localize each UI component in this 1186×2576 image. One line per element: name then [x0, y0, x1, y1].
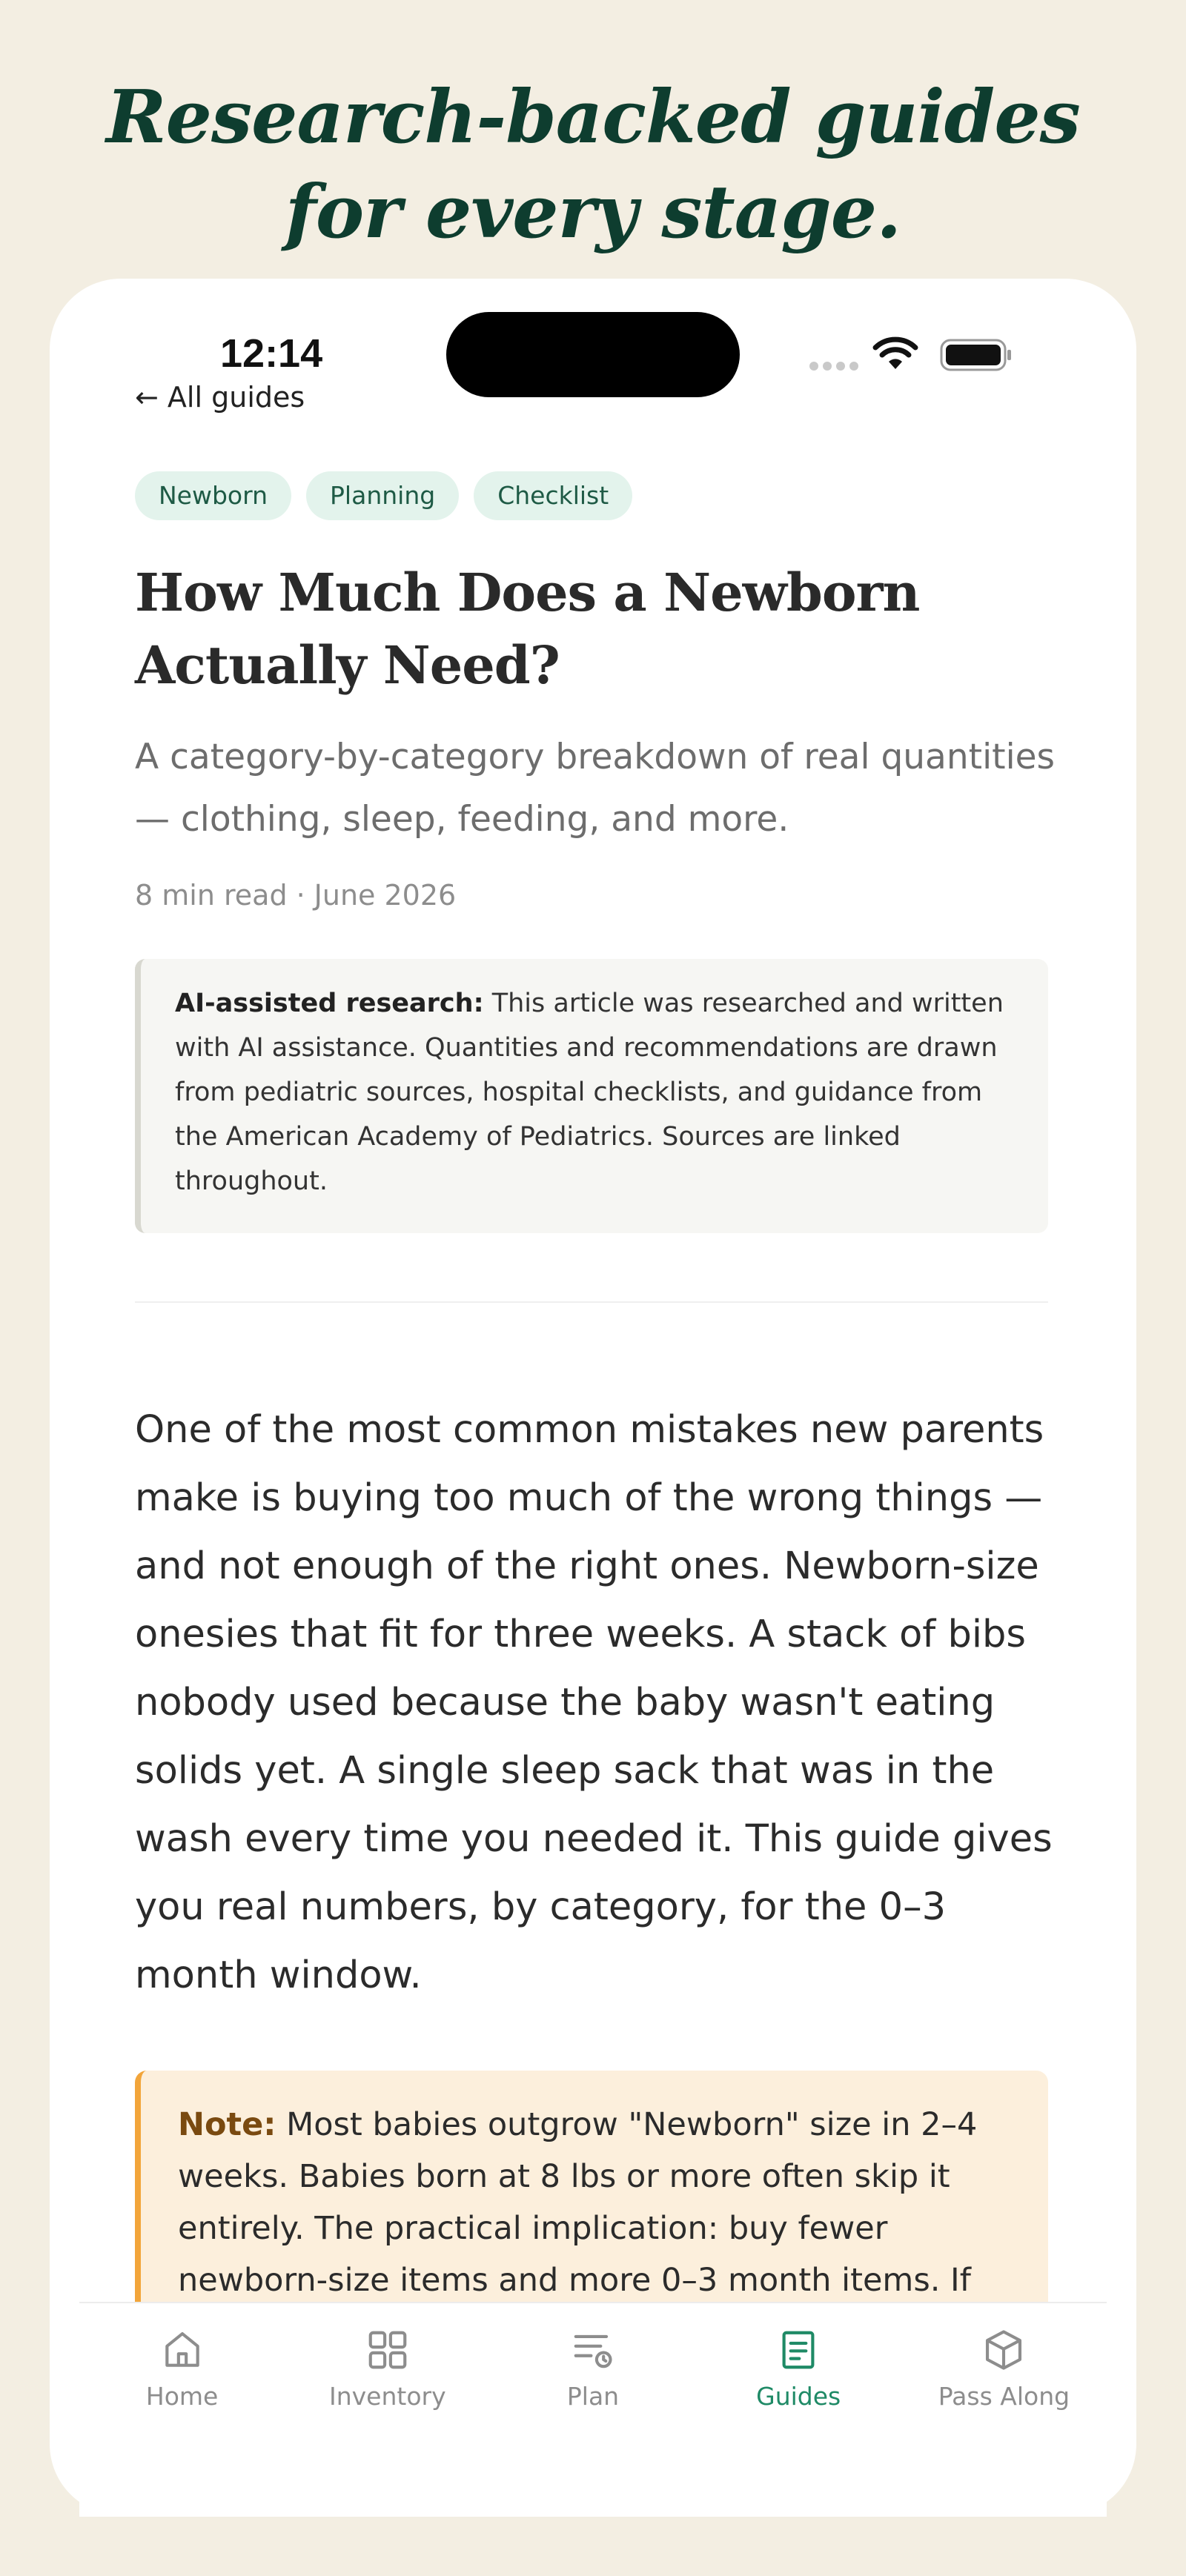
- tab-inventory[interactable]: [285, 2303, 490, 2517]
- read-time: 8 min read: [135, 879, 288, 912]
- tab-guides[interactable]: [696, 2303, 901, 2517]
- tag-planning[interactable]: Planning: [306, 471, 459, 520]
- article-intro: One of the most common mistakes new parents make is buying too much of the wrong things — and not enough of the right ones. Newborn-size onesies that fit for three weeks. A stack of bibs nobody used because the baby wasn't eating solids yet. A single sleep sack that was in the wash every time you needed it. This guide gives you real numbers, by category, for the 0–3 month window.: [135, 1408, 1053, 1997]
- meta-separator: ·: [296, 879, 305, 912]
- tab-plan[interactable]: [490, 2303, 695, 2517]
- article-meta: [135, 879, 456, 912]
- battery-icon: [939, 338, 1013, 372]
- hero-line-2: for every stage.: [285, 170, 901, 255]
- tab-pass-along[interactable]: [901, 2303, 1107, 2517]
- article-title: How Much Does a Newborn Actually Need?: [135, 562, 920, 696]
- section-divider: [135, 1301, 1048, 1303]
- phone-frame: [50, 279, 1136, 2515]
- signal-icon: [809, 362, 858, 371]
- ai-disclosure-label: AI-assisted research:: [175, 989, 484, 1018]
- note-callout: [135, 2071, 1048, 2315]
- tag-checklist[interactable]: Checklist: [474, 471, 632, 520]
- tab-inventory-label: Inventory: [328, 2382, 446, 2411]
- grid-icon: [365, 2327, 411, 2373]
- hero-headline: [0, 70, 1186, 260]
- box-icon: [981, 2327, 1027, 2373]
- ai-disclosure-callout: [135, 959, 1048, 1233]
- wifi-icon: [872, 336, 918, 371]
- plan-icon: [570, 2327, 616, 2373]
- tab-guides-label: Guides: [756, 2382, 841, 2411]
- tag-newborn[interactable]: Newborn: [135, 471, 291, 520]
- tab-pass-along-label: Pass Along: [938, 2382, 1070, 2411]
- note-text: Most babies outgrow "Newborn" size in 2–4 weeks. Babies born at 8 lbs or more often skip it entirely. The practical implication: buy fewer newborn-size items and more 0–3 month items. If: [178, 2106, 978, 2299]
- ai-disclosure-text: This article was researched and written with AI assistance. Quantities and recommendations are drawn from pediatric sources, hospital checklists, and guidance from the American Academy of Pediatrics. Sources are linked throughout.: [175, 989, 1004, 1196]
- home-icon: [159, 2327, 205, 2373]
- back-to-guides-link[interactable]: ← All guides: [135, 381, 305, 414]
- status-time: 12:14: [220, 331, 323, 376]
- note-label: Note:: [178, 2106, 276, 2143]
- hero-line-1: Research-backed guides: [106, 75, 1080, 160]
- tag-list: [135, 471, 632, 520]
- tab-home-label: Home: [145, 2382, 219, 2411]
- tab-home[interactable]: [79, 2303, 285, 2517]
- tab-plan-label: Plan: [566, 2382, 620, 2411]
- article-subtitle: A category-by-category breakdown of real quantities — clothing, sleep, feeding, and more.: [135, 737, 1056, 840]
- publish-date: June 2026: [314, 879, 457, 912]
- dynamic-island: [446, 312, 740, 397]
- bottom-tab-bar: [79, 2302, 1107, 2517]
- document-icon: [775, 2327, 821, 2373]
